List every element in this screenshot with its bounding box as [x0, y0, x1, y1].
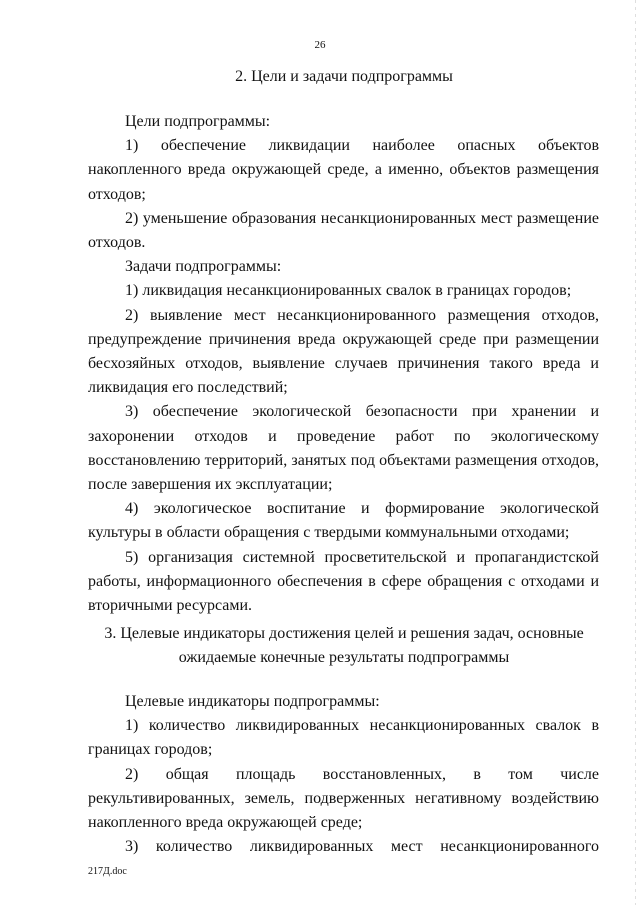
scan-edge [635, 0, 636, 905]
indicator-item-1: 1) количество ликвидированных несанкционированных свалок в границах городов; [88, 717, 599, 759]
goals-heading: Цели подпрограммы: [125, 113, 271, 130]
task-item-2: 2) выявление мест несанкционированного размещения отходов, предупреждение причинения вреда окружающей среде при размещении бесхозяйных отходов, выявление случаев причинения такого вреда и ликвидация его последствий; [88, 306, 599, 397]
task-item-5: 5) организация системной просветительской и пропагандистской работы, информационного обеспечения в сфере обращения с отходами и вторичными ресурсами. [88, 548, 599, 615]
section-3-body [88, 690, 599, 859]
document-filename: 217Д.doc [88, 866, 127, 877]
section-2-body [88, 110, 599, 618]
indicator-item-2: 2) общая площадь восстановленных, в том числе рекультивированных, земель, подверженных негативному воздействию накопленного вреда окружающей среде; [88, 765, 599, 832]
task-item-3: 3) обеспечение экологической безопасности при хранении и захоронении отходов и проведение работ по экологическому восстановлению территорий, занятых под объектами размещения отходов, после завершения их эксплуатации; [88, 403, 599, 494]
section-3-title-line-2: ожидаемые конечные результаты подпрограммы [178, 649, 510, 666]
task-item-1: 1) ликвидация несанкционированных свалок в границах городов; [125, 282, 572, 300]
section-3-title-line-1: 3. Целевые индикаторы достижения целей и решения задач, основные [104, 625, 584, 642]
goal-item-2: 2) уменьшение образования несанкционированных мест размещение отходов. [88, 209, 599, 252]
section-2-title: 2. Цели и задачи подпрограммы [235, 68, 453, 85]
tasks-heading: Задачи подпрограммы: [125, 258, 282, 276]
section-3-title [88, 622, 600, 670]
indicator-item-3: 3) количество ликвидированных мест несанкционированного [125, 838, 599, 856]
page-number: 26 [314, 39, 326, 51]
indicators-heading: Целевые индикаторы подпрограммы: [125, 693, 380, 710]
task-item-4: 4) экологическое воспитание и формирование экологической культуры в области обращения с твердыми коммунальными отходами; [88, 500, 599, 542]
goal-item-1: 1) обеспечение ликвидации наиболее опасных объектов накопленного вреда окружающей среде, а именно, объектов размещения отходов; [88, 137, 599, 203]
